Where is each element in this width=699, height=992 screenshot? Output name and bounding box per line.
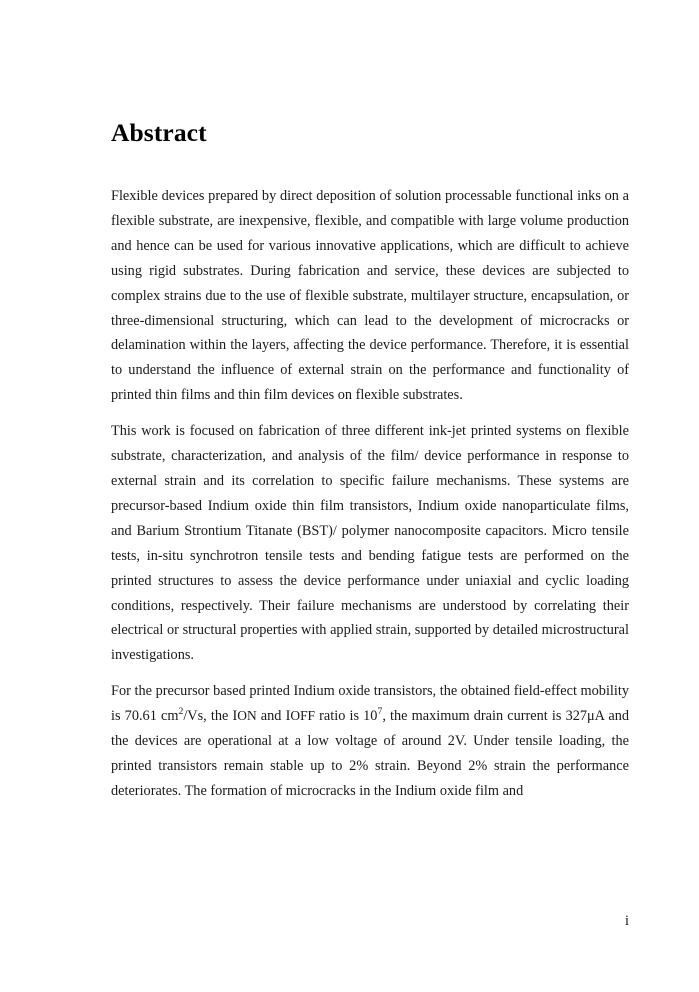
page-content	[111, 118, 629, 804]
page-title: Abstract	[111, 118, 207, 147]
paragraph-3-segment-2: /Vs, the I	[183, 708, 238, 725]
abstract-paragraph-3	[111, 679, 629, 804]
paragraph-3-segment-1: For the precursor based printed Indium oxide transistors, the obtained field-effect mobility is 70.61 cm	[111, 683, 629, 725]
paragraph-3-segment-4: ratio is 10	[315, 708, 378, 725]
abstract-paragraph-1: Flexible devices prepared by direct deposition of solution processable functional inks on a flexible substrate, are inexpensive, flexible, and compatible with large volume production and hence can be used for various innovative applications, which are difficult to achieve using rigid substrates. During fabrication and service, these devices are subjected to complex strains due to the use of flexible substrate, multilayer structure, encapsulation, or three-dimensional structuring, which can lead to the development of microcracks or delamination within the layers, affecting the device performance. Therefore, it is essential to understand the influence of external strain on the performance and functionality of printed thin films and thin film devices on flexible substrates.	[111, 188, 629, 404]
ratio-exponent-seven: 7	[377, 706, 383, 718]
paragraph-3-segment-5: , the maximum drain current is 327μA and the devices are operational at a low voltage of around 2V. Under tensile loading, the printed transistors remain stable up to 2% strain. Beyond 2% strain the performance deteriorates. The formation of microcracks in the Indium oxide film and	[111, 708, 629, 799]
abstract-paragraph-2: This work is focused on fabrication of three different ink-jet printed systems on flexible substrate, characterization, and analysis of the film/ device performance in response to external strain and its correlation to specific failure mechanisms. These systems are precursor-based Indium oxide thin film transistors, Indium oxide nanoparticulate films, and Barium Strontium Titanate (BST)/ polymer nanocomposite capacitors. Micro tensile tests, in-situ synchrotron tensile tests and bending fatigue tests are performed on the printed structures to assess the device performance under uniaxial and cyclic loading conditions, respectively. Their failure mechanisms are understood by correlating their electrical or structural properties with applied strain, supported by detailed microstructural investigations.	[111, 423, 629, 664]
subscript-off-label: OFF	[290, 708, 316, 724]
unit-exponent-squared: 2	[178, 706, 184, 718]
paragraph-3-segment-3: and I	[256, 708, 291, 725]
subscript-on-label: ON	[237, 708, 257, 724]
page-number: i	[625, 913, 629, 929]
